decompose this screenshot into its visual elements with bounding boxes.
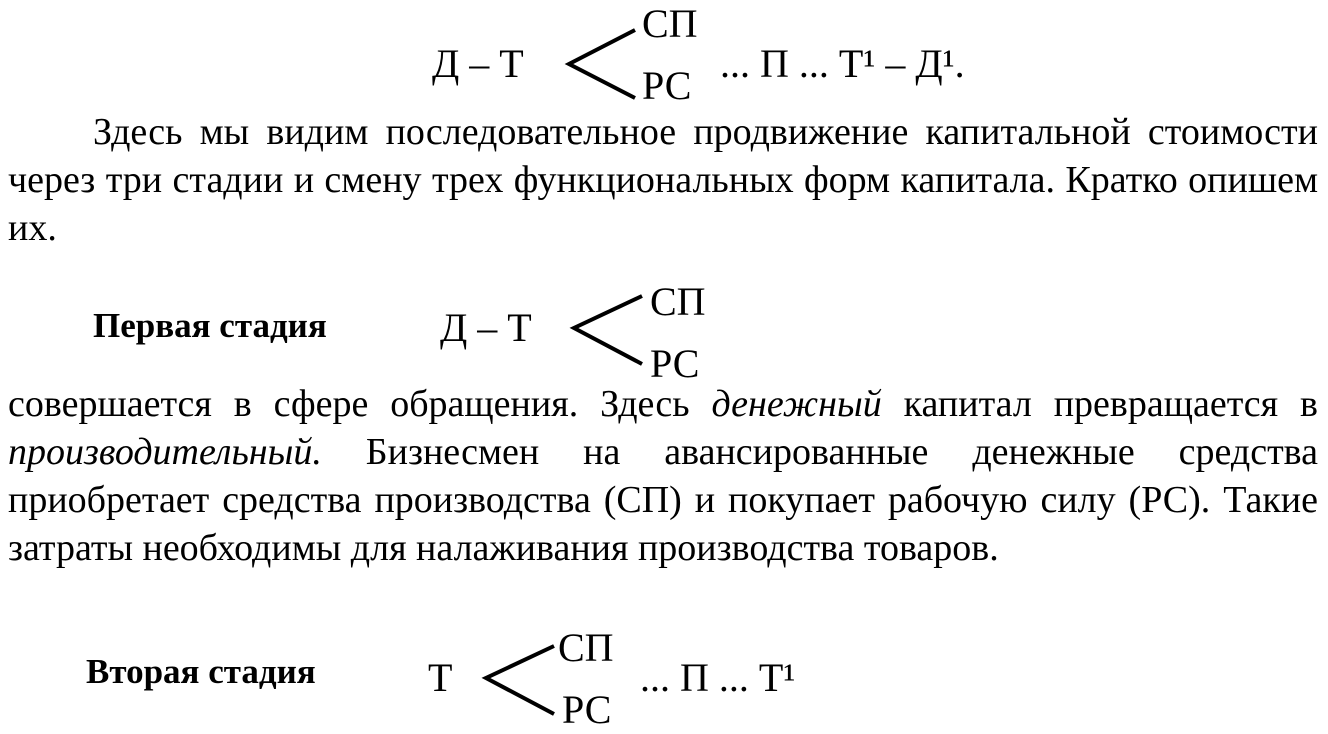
stage1-branch-icon — [570, 284, 650, 364]
stage1-formula-left: Д – Т — [440, 305, 532, 350]
main-formula-rest: ... П ... Т¹ – Д¹. — [720, 41, 965, 86]
paragraph-stage1-part2: капитал превращается в — [881, 383, 1318, 425]
main-formula-left: Д – Т — [432, 41, 524, 86]
paragraph-stage1-em-money: денежный — [711, 383, 882, 425]
paragraph-stage1-part3: Бизнесмен на авансированные денежные средства приобретает средства производства (СП) и покупает рабочую силу (РС). Такие затраты необходимы для налаживания производства товаров. — [8, 431, 1318, 569]
paragraph-intro — [8, 108, 1318, 252]
stage2-label: Вторая стадия — [86, 652, 316, 691]
main-formula-branch-top: СП — [642, 1, 698, 46]
stage1-label: Первая стадия — [93, 306, 327, 345]
main-formula-branch-bottom: РС — [642, 63, 692, 108]
paragraph-intro-text: Здесь мы видим последовательное продвижение капитальной стоимости через три стадии и смену трех функциональных форм капитала. Кратко опишем их. — [8, 111, 1318, 249]
paragraph-stage1 — [8, 380, 1318, 572]
paragraph-stage1-part1: совершается в сфере обращения. Здесь — [8, 383, 712, 425]
main-formula-branch-icon — [565, 20, 645, 100]
stage1-formula — [0, 270, 1328, 386]
stage2-branch-icon — [482, 634, 562, 714]
paragraph-stage1-em-productive: производительный. — [8, 431, 322, 473]
main-formula — [0, 0, 1328, 110]
stage2-formula-left: Т — [428, 655, 453, 700]
stage2-formula-rest: ... П ... Т¹ — [640, 655, 796, 700]
stage1-branch-bottom: РС — [650, 341, 700, 386]
stage1-branch-top: СП — [650, 279, 706, 324]
stage2-branch-bottom: РС — [562, 687, 612, 732]
stage2-formula — [0, 622, 1328, 734]
stage2-branch-top: СП — [558, 625, 614, 670]
